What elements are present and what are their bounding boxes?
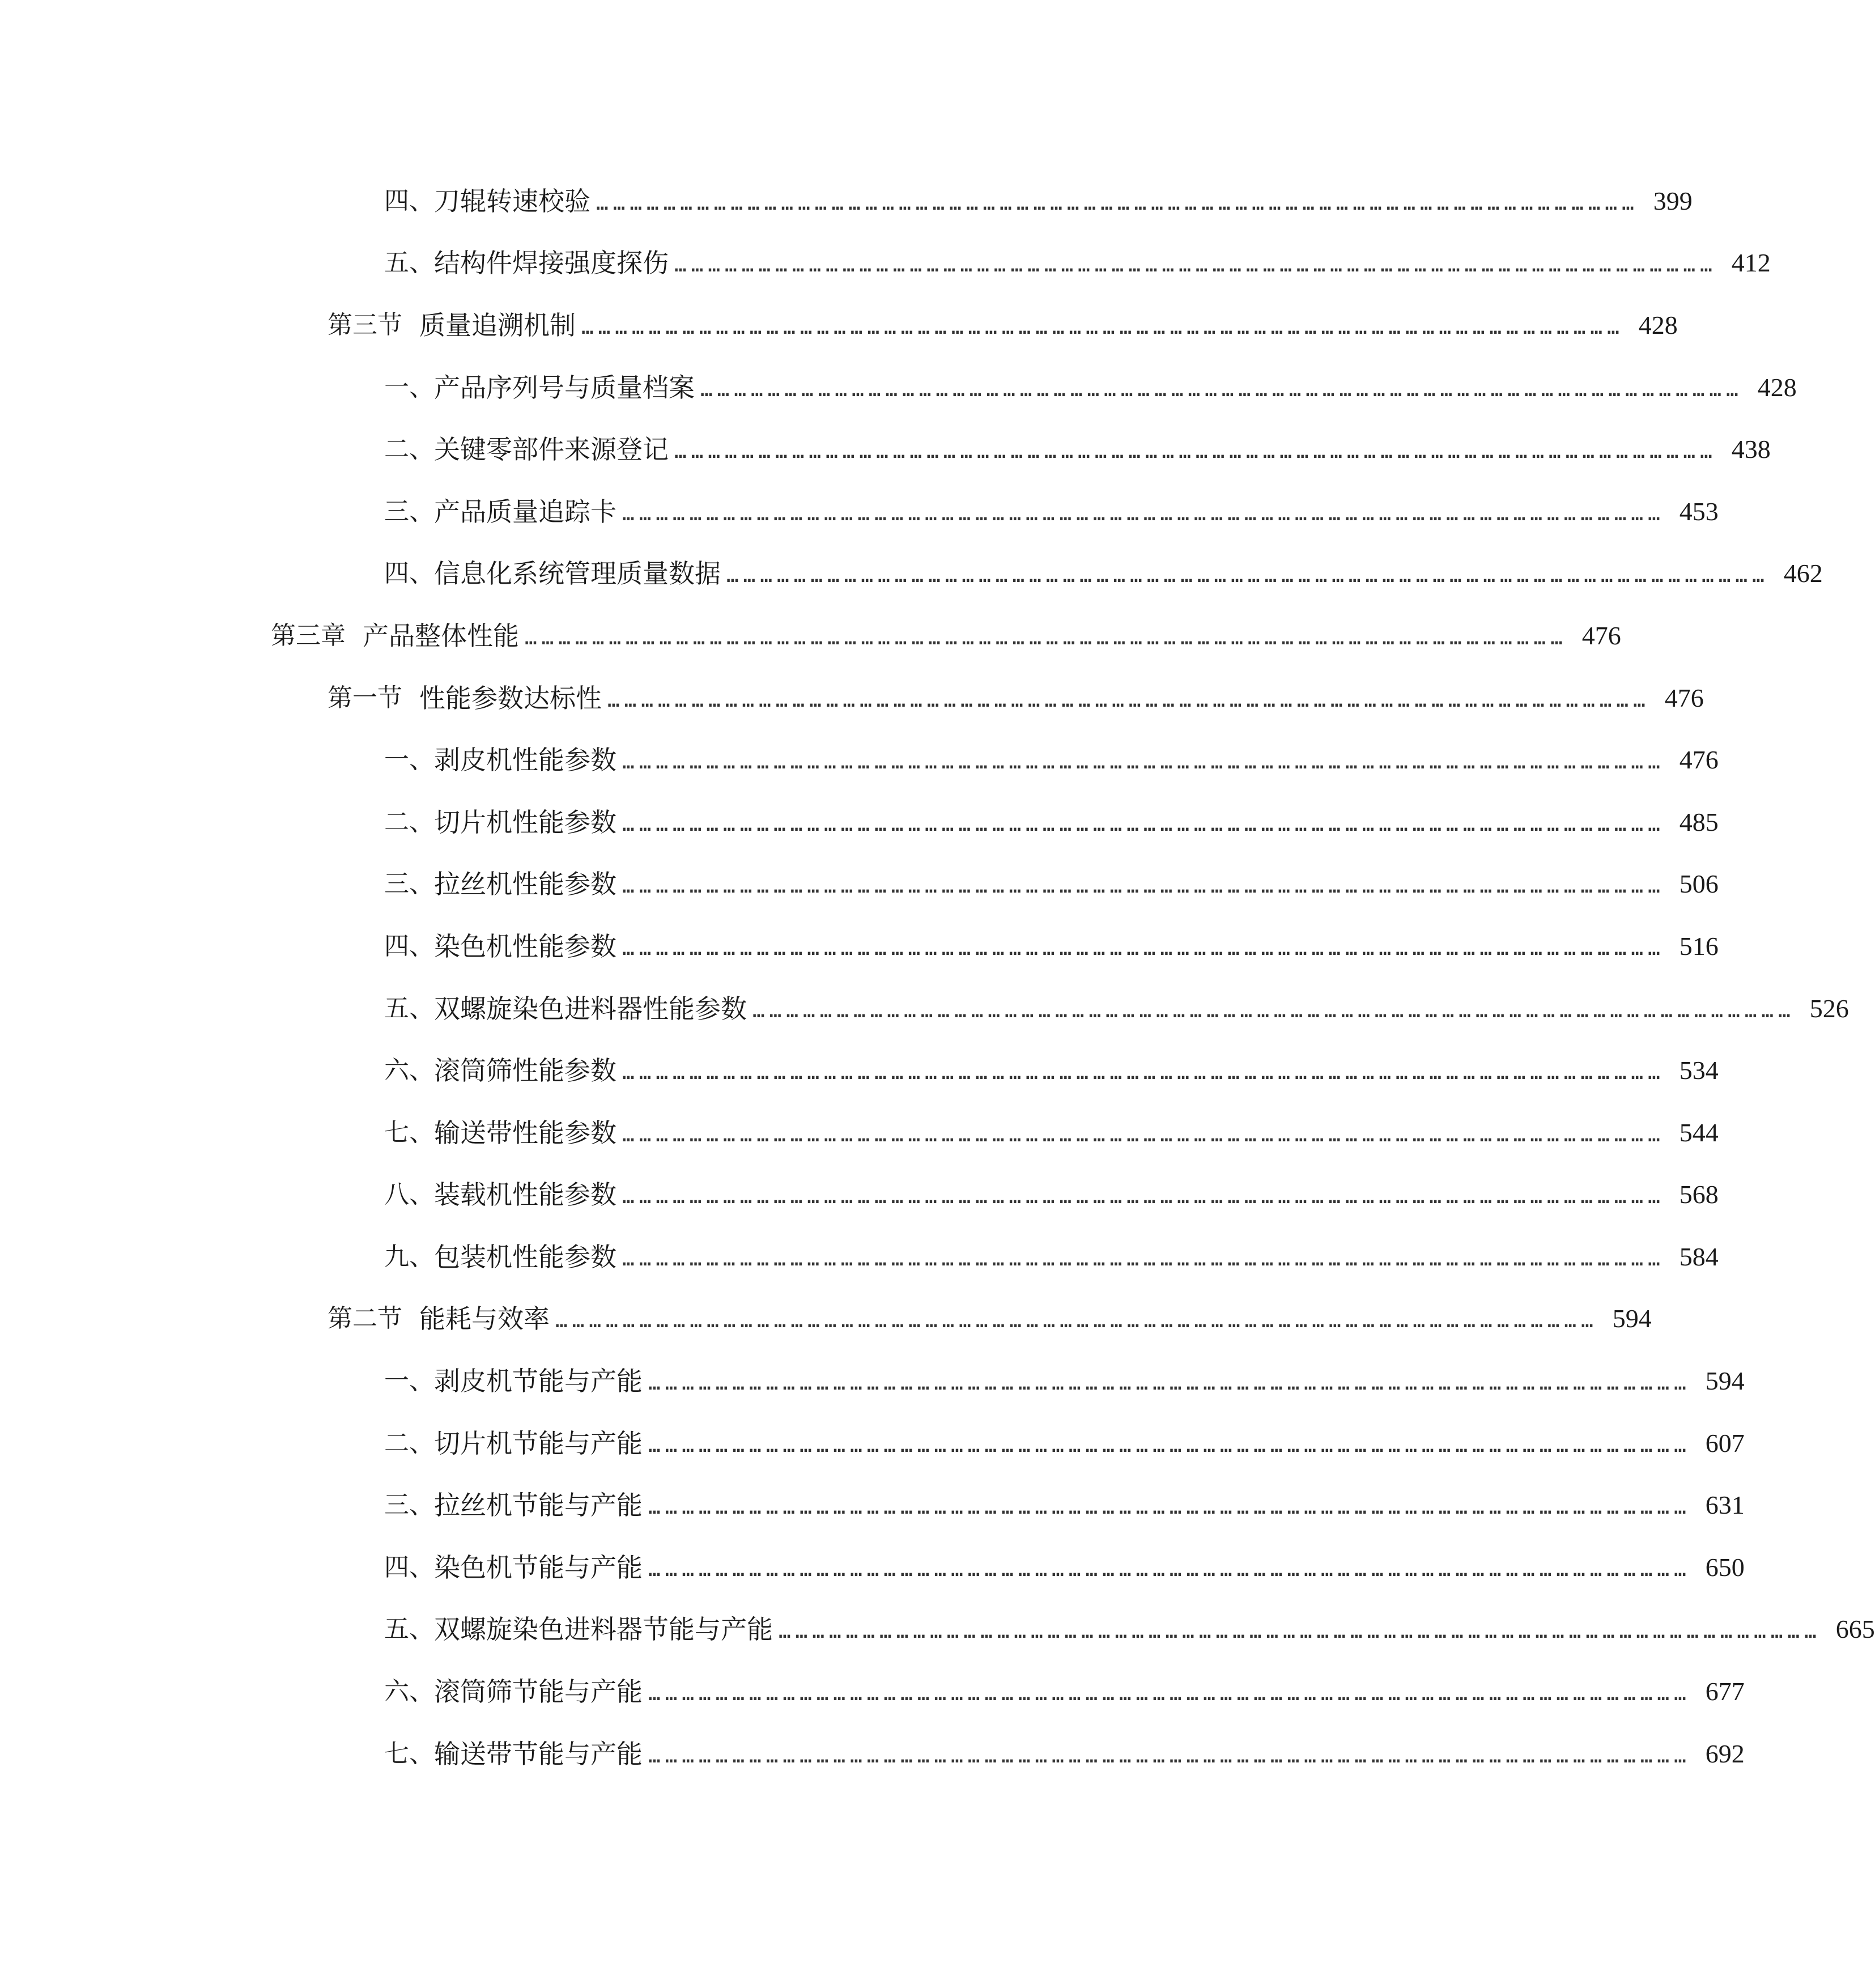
toc-entry-title: 剥皮机节能与产能 [434, 1366, 643, 1397]
toc-entry-title: 能耗与效率 [419, 1303, 550, 1335]
toc-entry-item[interactable] [0, 1599, 1875, 1661]
toc-entry-title: 输送带性能参数 [434, 1117, 617, 1148]
toc-entry-page-number: 677 [1705, 1677, 1745, 1706]
toc-entry-number: 九、 [384, 1242, 434, 1271]
dot-leader: …………………………………………………………………………………………………………………………………………………………………… [648, 1496, 1691, 1519]
toc-entry-number: 第一节 [328, 683, 402, 712]
toc-entry-title: 产品质量追踪卡 [434, 496, 617, 527]
dot-leader: …………………………………………………………………………………………………………………………………………………………………… [648, 1371, 1691, 1395]
toc-entry-number: 四、 [384, 931, 434, 961]
toc-entry-number: 二、 [384, 1428, 434, 1458]
toc-entry-number: 一、 [384, 372, 434, 402]
toc-entry-title: 滚筒筛性能参数 [434, 1055, 617, 1086]
toc-entry-item[interactable] [0, 356, 1797, 419]
toc-entry-page-number: 476 [1664, 683, 1704, 712]
dot-leader: …………………………………………………………………………………………………………………………………………………………………… [622, 1061, 1665, 1085]
toc-entry-number: 二、 [384, 807, 434, 836]
toc-entry-number: 五、 [384, 993, 434, 1023]
toc-entry-item[interactable] [0, 791, 1719, 853]
toc-entry-title: 双螺旋染色进料器性能参数 [434, 993, 747, 1024]
dot-leader: …………………………………………………………………………………………………………………………………………………………………… [674, 440, 1717, 464]
toc-entry-page-number: 631 [1705, 1490, 1745, 1520]
toc-entry-number: 第二节 [328, 1304, 402, 1333]
toc-entry-item[interactable] [0, 1536, 1745, 1599]
toc-entry-number: 七、 [384, 1118, 434, 1147]
dot-leader: …………………………………………………………………………………………………………………………………………………………………… [648, 1433, 1691, 1457]
toc-entry-title: 质量追溯机制 [419, 309, 576, 341]
toc-entry-title: 信息化系统管理质量数据 [434, 558, 721, 589]
toc-entry-title: 滚筒筛节能与产能 [434, 1676, 643, 1707]
toc-entry-page-number: 594 [1705, 1366, 1745, 1396]
toc-entry-item[interactable] [0, 1164, 1719, 1226]
dot-leader: …………………………………………………………………………………………………………………………………………………………………… [674, 253, 1717, 277]
toc-entry-section[interactable] [0, 667, 1704, 729]
toc-entry-page-number: 607 [1705, 1428, 1745, 1458]
dot-leader: …………………………………………………………………………………………………………………………………………………………………… [607, 688, 1650, 712]
toc-entry-title: 拉丝机节能与产能 [434, 1490, 643, 1521]
toc-entry-page-number: 428 [1638, 310, 1678, 339]
toc-entry-item[interactable] [0, 1039, 1719, 1102]
toc-entry-item[interactable] [0, 978, 1849, 1040]
toc-entry-page-number: 584 [1679, 1242, 1719, 1271]
toc-entry-item[interactable] [0, 1660, 1745, 1723]
toc-entry-page-number: 568 [1679, 1180, 1719, 1209]
toc-entry-page-number: 506 [1679, 869, 1719, 899]
toc-entry-number: 三、 [384, 869, 434, 899]
toc-entry-item[interactable] [0, 853, 1719, 916]
toc-entry-page-number: 692 [1705, 1739, 1745, 1768]
dot-leader: …………………………………………………………………………………………………………………………………………………………………… [622, 750, 1665, 774]
toc-entry-page-number: 665 [1835, 1615, 1875, 1644]
toc-entry-chapter[interactable] [0, 605, 1621, 667]
toc-entry-title: 剥皮机性能参数 [434, 745, 617, 776]
toc-entry-title: 产品整体性能 [363, 620, 519, 651]
toc-entry-item[interactable] [0, 1350, 1745, 1412]
toc-entry-title: 结构件焊接强度探伤 [434, 248, 669, 279]
toc-entry-item[interactable] [0, 1474, 1745, 1536]
toc-entry-section[interactable] [0, 294, 1678, 356]
toc-entry-page-number: 485 [1679, 807, 1719, 836]
toc-entry-page-number: 526 [1809, 993, 1849, 1023]
toc-entry-page-number: 428 [1757, 372, 1797, 402]
table-of-contents [0, 170, 1875, 1785]
dot-leader: …………………………………………………………………………………………………………………………………………………………………… [622, 502, 1665, 525]
toc-entry-number: 一、 [384, 1366, 434, 1396]
toc-entry-title: 性能参数达标性 [419, 682, 602, 713]
toc-entry-item[interactable] [0, 543, 1823, 605]
toc-entry-number: 三、 [384, 1490, 434, 1520]
toc-entry-title: 切片机节能与产能 [434, 1428, 643, 1459]
toc-entry-number: 四、 [384, 186, 434, 215]
toc-entry-title: 拉丝机性能参数 [434, 869, 617, 900]
dot-leader: …………………………………………………………………………………………………………………………………………………………………… [648, 1744, 1691, 1768]
toc-entry-item[interactable] [0, 915, 1719, 978]
toc-entry-number: 第三节 [328, 310, 402, 339]
dot-leader: …………………………………………………………………………………………………………………………………………………………………… [648, 1682, 1691, 1706]
dot-leader: …………………………………………………………………………………………………………………………………………………………………… [622, 936, 1665, 960]
toc-entry-page-number: 399 [1653, 186, 1693, 215]
toc-entry-number: 三、 [384, 496, 434, 526]
toc-entry-page-number: 412 [1731, 248, 1771, 278]
dot-leader: …………………………………………………………………………………………………………………………………………………………………… [752, 999, 1795, 1022]
dot-leader: …………………………………………………………………………………………………………………………………………………………………… [648, 1557, 1691, 1581]
dot-leader: …………………………………………………………………………………………………………………………………………………………………… [596, 191, 1639, 215]
toc-entry-item[interactable] [0, 418, 1771, 481]
toc-entry-page-number: 462 [1783, 559, 1823, 588]
toc-entry-item[interactable] [0, 481, 1719, 543]
toc-entry-item[interactable] [0, 1723, 1745, 1785]
dot-leader: …………………………………………………………………………………………………………………………………………………………………… [726, 564, 1769, 588]
dot-leader: …………………………………………………………………………………………………………………………………………………………………… [700, 377, 1743, 401]
toc-entry-page-number: 534 [1679, 1056, 1719, 1085]
toc-entry-title: 包装机性能参数 [434, 1241, 617, 1272]
toc-entry-title: 关键零部件来源登记 [434, 434, 669, 465]
dot-leader: …………………………………………………………………………………………………………………………………………………………………… [622, 874, 1665, 898]
toc-entry-number: 七、 [384, 1739, 434, 1768]
toc-entry-number: 一、 [384, 745, 434, 775]
toc-entry-title: 染色机节能与产能 [434, 1552, 643, 1583]
toc-entry-number: 五、 [384, 248, 434, 278]
toc-entry-item[interactable] [0, 170, 1693, 232]
toc-entry-page-number: 516 [1679, 931, 1719, 961]
dot-leader: …………………………………………………………………………………………………………………………………………………………………… [622, 812, 1665, 836]
toc-entry-number: 二、 [384, 435, 434, 464]
toc-entry-page-number: 594 [1612, 1304, 1652, 1333]
toc-entry-number: 六、 [384, 1677, 434, 1706]
toc-entry-number: 八、 [384, 1180, 434, 1209]
dot-leader: …………………………………………………………………………………………………………………………………………………………………… [779, 1620, 1821, 1643]
toc-entry-number: 第三章 [271, 621, 346, 650]
toc-entry-number: 六、 [384, 1056, 434, 1085]
toc-entry-page-number: 650 [1705, 1552, 1745, 1582]
toc-entry-item[interactable] [0, 1226, 1719, 1288]
toc-entry-title: 刀辊转速校验 [434, 185, 590, 216]
toc-entry-item[interactable] [0, 729, 1719, 791]
toc-entry-page-number: 476 [1581, 621, 1621, 650]
toc-entry-item[interactable] [0, 232, 1771, 295]
dot-leader: …………………………………………………………………………………………………………………………………………………………………… [622, 1123, 1665, 1146]
toc-entry-page-number: 544 [1679, 1118, 1719, 1147]
toc-entry-title: 输送带节能与产能 [434, 1738, 643, 1769]
toc-entry-item[interactable] [0, 1412, 1745, 1475]
toc-entry-page-number: 438 [1731, 435, 1771, 464]
toc-entry-title: 切片机性能参数 [434, 806, 617, 838]
toc-entry-section[interactable] [0, 1288, 1652, 1350]
toc-entry-page-number: 453 [1679, 496, 1719, 526]
toc-entry-title: 染色机性能参数 [434, 931, 617, 962]
toc-entry-item[interactable] [0, 1102, 1719, 1164]
toc-entry-title: 装载机性能参数 [434, 1179, 617, 1210]
dot-leader: …………………………………………………………………………………………………………………………………………………………………… [622, 1247, 1665, 1271]
dot-leader: …………………………………………………………………………………………………………………………………………………………………… [555, 1309, 1598, 1333]
toc-entry-number: 四、 [384, 559, 434, 588]
dot-leader: …………………………………………………………………………………………………………………………………………………………………… [525, 626, 1567, 649]
dot-leader: …………………………………………………………………………………………………………………………………………………………………… [581, 315, 1624, 339]
toc-entry-title: 双螺旋染色进料器节能与产能 [434, 1614, 773, 1645]
toc-entry-number: 五、 [384, 1615, 434, 1644]
toc-entry-page-number: 476 [1679, 745, 1719, 775]
dot-leader: …………………………………………………………………………………………………………………………………………………………………… [622, 1185, 1665, 1209]
toc-entry-number: 四、 [384, 1552, 434, 1582]
toc-entry-title: 产品序列号与质量档案 [434, 372, 695, 403]
